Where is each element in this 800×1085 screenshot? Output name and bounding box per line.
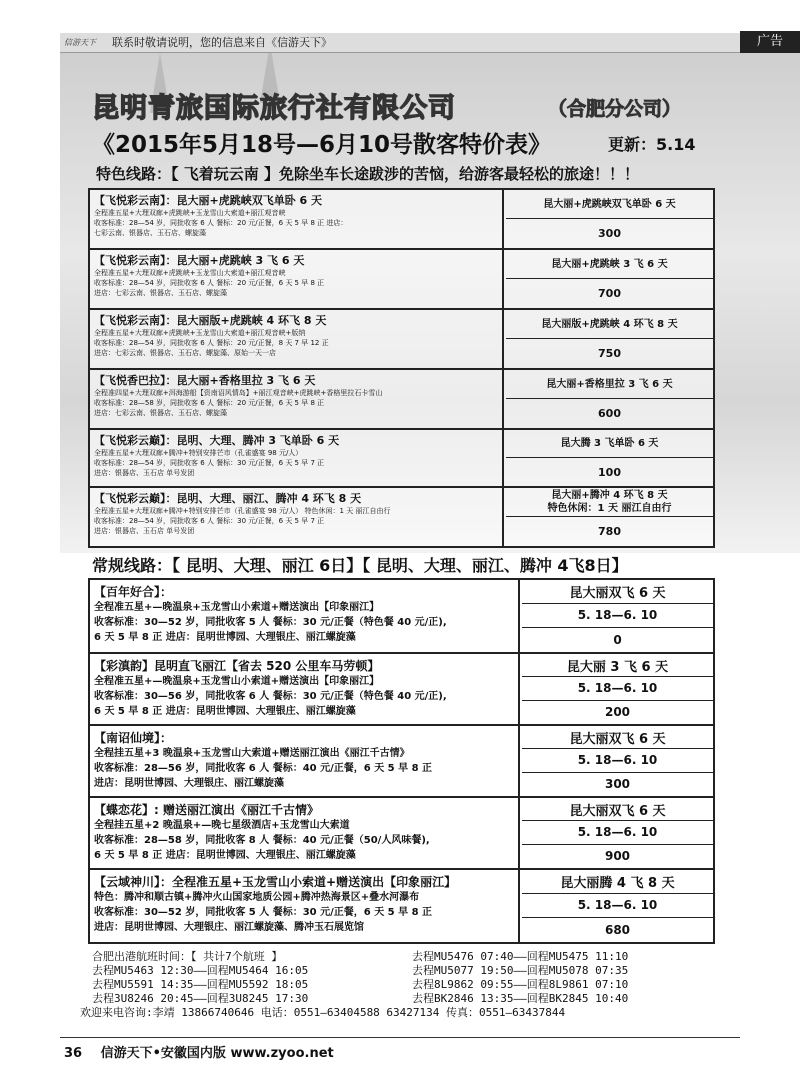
table-row bbox=[90, 310, 713, 370]
flight-schedule bbox=[80, 950, 742, 1020]
table-row bbox=[90, 250, 713, 310]
flight-row: 去程MU5077 19:50——回程MU5078 07:35 bbox=[412, 964, 629, 977]
top-banner bbox=[60, 33, 783, 53]
route-detail: 收客标准：28—54 岁，同批收客 6 人 餐标：20 元/正餐，6 天 5 早 8 正 进店： bbox=[94, 219, 348, 227]
price: 300 bbox=[598, 227, 621, 240]
route-title: 【云域神川】：全程准五星+玉龙雪山小索道+赠送演出【印象丽江】 bbox=[94, 875, 457, 889]
footer-divider bbox=[60, 1037, 740, 1038]
route-detail: 6 天 5 早 8 正 进店：昆明世博园、大理银庄、丽江螺旋藻 bbox=[94, 632, 356, 643]
route-title: 【飞悦彩云巅】：昆明、大理、丽江、腾冲 4 环飞 8 天 bbox=[94, 492, 362, 505]
table-row bbox=[90, 798, 713, 870]
table-row bbox=[90, 430, 713, 488]
route-detail: 进店：昆明世博园、大理银庄、丽江螺旋藻、腾冲玉石展览馆 bbox=[94, 922, 364, 933]
route-detail: 全程准五星+大理双廊+虎跳峡+玉龙雪山大索道+丽江观音峡+版纳 bbox=[94, 329, 306, 337]
route-detail: 进店：七彩云南、银器店、玉石店、螺旋藻 bbox=[94, 409, 227, 417]
route-detail: 全程挂五星+2 晚温泉+—晚七星级酒店+玉龙雪山大索道 bbox=[94, 820, 350, 831]
price: 780 bbox=[598, 525, 621, 538]
price: 200 bbox=[604, 705, 631, 720]
table-row bbox=[90, 580, 713, 654]
route-title: 【彩滇韵】昆明直飞丽江【省去 520 公里车马劳顿】 bbox=[94, 659, 380, 673]
route-detail: 全程准五星+大理双廊+腾冲+特别安排芒市（孔雀盛宴 98 元/人） 特色休闲：1 天 丽江自由行 bbox=[94, 507, 391, 515]
route-detail: 收客标准：28—54 岁，同批收客 6 人 餐标：30 元/正餐，6 天 5 早 7 正 bbox=[94, 459, 325, 467]
route-detail: 七彩云南、银器店、玉石店、螺旋藻 bbox=[94, 229, 206, 237]
product-name: 昆大丽 3 飞 6 天 bbox=[522, 654, 713, 677]
price: 300 bbox=[604, 777, 631, 792]
flight-row: 去程MU5463 12:30——回程MU5464 16:05 bbox=[92, 964, 309, 977]
route-detail: 收客标准：28—54 岁，同批收客 6 人 餐标：20 元/正餐，6 天 5 早 8 正 bbox=[94, 279, 325, 287]
route-detail: 全程准五星+大理双廊+腾冲+特别安排芒市（孔雀盛宴 98 元/人） bbox=[94, 449, 303, 457]
featured-routes-table bbox=[88, 188, 715, 548]
product-extra: 特色休闲：1 天 丽江自由行 bbox=[547, 503, 672, 514]
route-detail: 收客标准：28—54 岁，同批收客 6 人 餐标：30 元/正餐，6 天 5 早 7 正 bbox=[94, 517, 325, 525]
route-detail: 全程准五星+大理双廊+虎跳峡+玉龙雪山大索道+丽江观音峡 bbox=[94, 269, 286, 277]
route-detail: 收客标准：30—52 岁，同批收客 5 人 餐标：30 元/正餐，6 天 5 早 8 正 bbox=[94, 907, 433, 918]
route-detail: 6 天 5 早 8 正 进店：昆明世博园、大理银庄、丽江螺旋藻 bbox=[94, 850, 356, 861]
price: 100 bbox=[598, 465, 621, 479]
route-detail: 全程准四星+大理双廊+洱海游船【资南诏风情岛】+丽江观音峡+虎跳峡+香格里拉石卡雪山 bbox=[94, 389, 383, 397]
company-name: 昆明青旅国际旅行社有限公司 bbox=[92, 93, 456, 124]
flight-row: 去程BK2846 13:35——回程BK2845 10:40 bbox=[412, 992, 629, 1005]
product-name: 昆大腾 3 飞单卧 6 天 bbox=[506, 430, 713, 458]
table-row bbox=[90, 488, 713, 546]
route-detail: 进店：七彩云南、银器店、玉石店、螺旋藻、原始一天一店 bbox=[94, 349, 276, 357]
route-detail: 特色：腾冲和顺古镇+腾冲火山国家地质公园+腾冲热海景区+叠水河瀑布 bbox=[94, 892, 420, 903]
magazine-logo: 信游天下 bbox=[64, 38, 96, 47]
product-name: 昆大丽双飞 6 天 bbox=[522, 580, 713, 604]
date-range: 5. 18—6. 10 bbox=[522, 894, 713, 918]
table-row bbox=[90, 654, 713, 726]
date-range: 5. 18—6. 10 bbox=[522, 677, 713, 700]
table-row bbox=[90, 870, 713, 942]
date-range: 5. 18—6. 10 bbox=[522, 604, 713, 628]
route-detail: 收客标准：28—58 岁，同批收客 6 人 餐标：20 元/正餐，6 天 5 早 8 正 bbox=[94, 399, 325, 407]
route-detail: 6 天 5 早 8 正 进店：昆明世博园、大理银庄、丽江螺旋藻 bbox=[94, 706, 356, 717]
price: 680 bbox=[604, 922, 631, 937]
contact-notice: 联系时敬请说明，您的信息来自《信游天下》 bbox=[112, 36, 332, 49]
route-detail: 进店：银器店、玉石店 单号发团 bbox=[94, 527, 195, 535]
date-range: 5. 18—6. 10 bbox=[522, 821, 713, 844]
regular-route-heading: 常规线路：【 昆明、大理、丽江 6日】【 昆明、大理、丽江、腾冲 4飞8日】 bbox=[92, 556, 628, 575]
price: 750 bbox=[598, 347, 621, 360]
route-detail: 进店：昆明世博园、大理银庄、丽江螺旋藻 bbox=[94, 778, 284, 789]
product-name: 昆大丽腾 4 飞 8 天 bbox=[522, 870, 713, 894]
route-detail: 全程准五星+大理双廊+虎跳峡+玉龙雪山大索道+丽江观音峡 bbox=[94, 209, 286, 217]
route-title: 【百年好合】： bbox=[94, 585, 173, 599]
price: 600 bbox=[598, 407, 621, 420]
publication-info: 信游天下•安徽国内版 www.zyoo.net bbox=[100, 1046, 334, 1061]
route-title: 【飞悦彩云巅】：昆明、大理、腾冲 3 飞单卧 6 天 bbox=[94, 434, 340, 447]
company-branch: （合肥分公司） bbox=[548, 98, 682, 120]
flight-row: 去程3U8246 20:45——回程3U8245 17:30 bbox=[92, 992, 309, 1005]
route-detail: 收客标准：30—56 岁，同批收客 6 人 餐标：30 元/正餐（特色餐 40 元/正), bbox=[94, 691, 447, 702]
route-title: 【飞悦彩云南】：昆大丽+虎跳峡双飞单卧 6 天 bbox=[94, 194, 323, 207]
table-row bbox=[90, 726, 713, 798]
price: 900 bbox=[604, 849, 631, 864]
route-detail: 收客标准：28—56 岁，同批收客 6 人 餐标：40 元/正餐，6 天 5 早 8 正 bbox=[94, 763, 433, 774]
route-title: 【蝶恋花】: 赠送丽江演出《丽江千古情》 bbox=[94, 803, 319, 817]
route-detail: 收客标准：30—52 岁，同批收客 5 人 餐标：30 元/正餐（特色餐 40 元/正), bbox=[94, 617, 447, 628]
date-range: 5. 18—6. 10 bbox=[522, 749, 713, 772]
flight-row: 去程8L9862 09:55——回程8L9861 07:10 bbox=[412, 978, 629, 991]
table-row bbox=[90, 190, 713, 250]
page-footer bbox=[64, 1042, 334, 1061]
route-title: 【飞悦彩云南】：昆大丽版+虎跳峡 4 环飞 8 天 bbox=[94, 314, 327, 327]
page-number: 36 bbox=[64, 1046, 83, 1061]
page-title: 《2015年5月18号—6月10号散客特价表》 bbox=[92, 132, 552, 158]
update-date: 更新：5.14 bbox=[608, 135, 696, 154]
product-name: 昆大丽+虎跳峡双飞单卧 6 天 bbox=[506, 190, 713, 219]
product-name: 昆大丽双飞 6 天 bbox=[522, 726, 713, 749]
route-detail: 收客标准：28—58 岁，同批收客 8 人 餐标：40 元/正餐（50/人风味餐), bbox=[94, 835, 430, 846]
route-detail: 进店：七彩云南、银器店、玉石店、螺旋藻 bbox=[94, 289, 227, 297]
price: 700 bbox=[598, 287, 621, 300]
flight-row: 去程MU5476 07:40——回程MU5475 11:10 bbox=[412, 950, 629, 963]
price: 0 bbox=[613, 632, 622, 647]
route-detail: 全程准五星+—晚温泉+玉龙雪山小索道+赠送演出【印象丽江】 bbox=[94, 676, 380, 687]
flight-row: 去程MU5591 14:35——回程MU5592 18:05 bbox=[92, 978, 309, 991]
table-row bbox=[90, 370, 713, 430]
contact-info: 欢迎来电咨询:李靖 13866740646 电话：0551—63404588 63427134 传真：0551—63437844 bbox=[80, 1006, 566, 1019]
flights-heading: 合肥出港航班时间：【 共计7个航班 】 bbox=[92, 950, 283, 963]
route-title: 【南诏仙境】： bbox=[94, 731, 173, 745]
route-title: 【飞悦香巴拉】：昆大丽+香格里拉 3 飞 6 天 bbox=[94, 374, 316, 387]
feature-route-heading: 特色线路：【 飞着玩云南 】免除坐车长途跋涉的苦恼，给游客最轻松的旅途！！！ bbox=[96, 165, 639, 183]
product-name: 昆大丽版+虎跳峡 4 环飞 8 天 bbox=[506, 310, 713, 339]
route-title: 【飞悦彩云南】：昆大丽+虎跳峡 3 飞 6 天 bbox=[94, 254, 305, 267]
route-detail: 收客标准：28—54 岁，同批收客 6 人 餐标：20 元/正餐，8 天 7 早 12 正 bbox=[94, 339, 329, 347]
route-detail: 全程准五星+—晚温泉+玉龙雪山小索道+赠送演出【印象丽江】 bbox=[94, 602, 380, 613]
product-name: 昆大丽+香格里拉 3 飞 6 天 bbox=[506, 370, 713, 399]
regular-routes-table bbox=[88, 578, 715, 944]
product-name: 昆大丽双飞 6 天 bbox=[522, 798, 713, 821]
ad-label: 广告 bbox=[740, 31, 800, 53]
product-name: 昆大丽+腾冲 4 环飞 8 天 特色休闲：1 天 丽江自由行 bbox=[506, 488, 713, 517]
route-detail: 进店：银器店、玉石店 单号发团 bbox=[94, 469, 195, 477]
product-name: 昆大丽+虎跳峡 3 飞 6 天 bbox=[506, 250, 713, 279]
route-detail: 全程挂五星+3 晚温泉+玉龙雪山大索道+赠送丽江演出《丽江千古情》 bbox=[94, 748, 410, 759]
